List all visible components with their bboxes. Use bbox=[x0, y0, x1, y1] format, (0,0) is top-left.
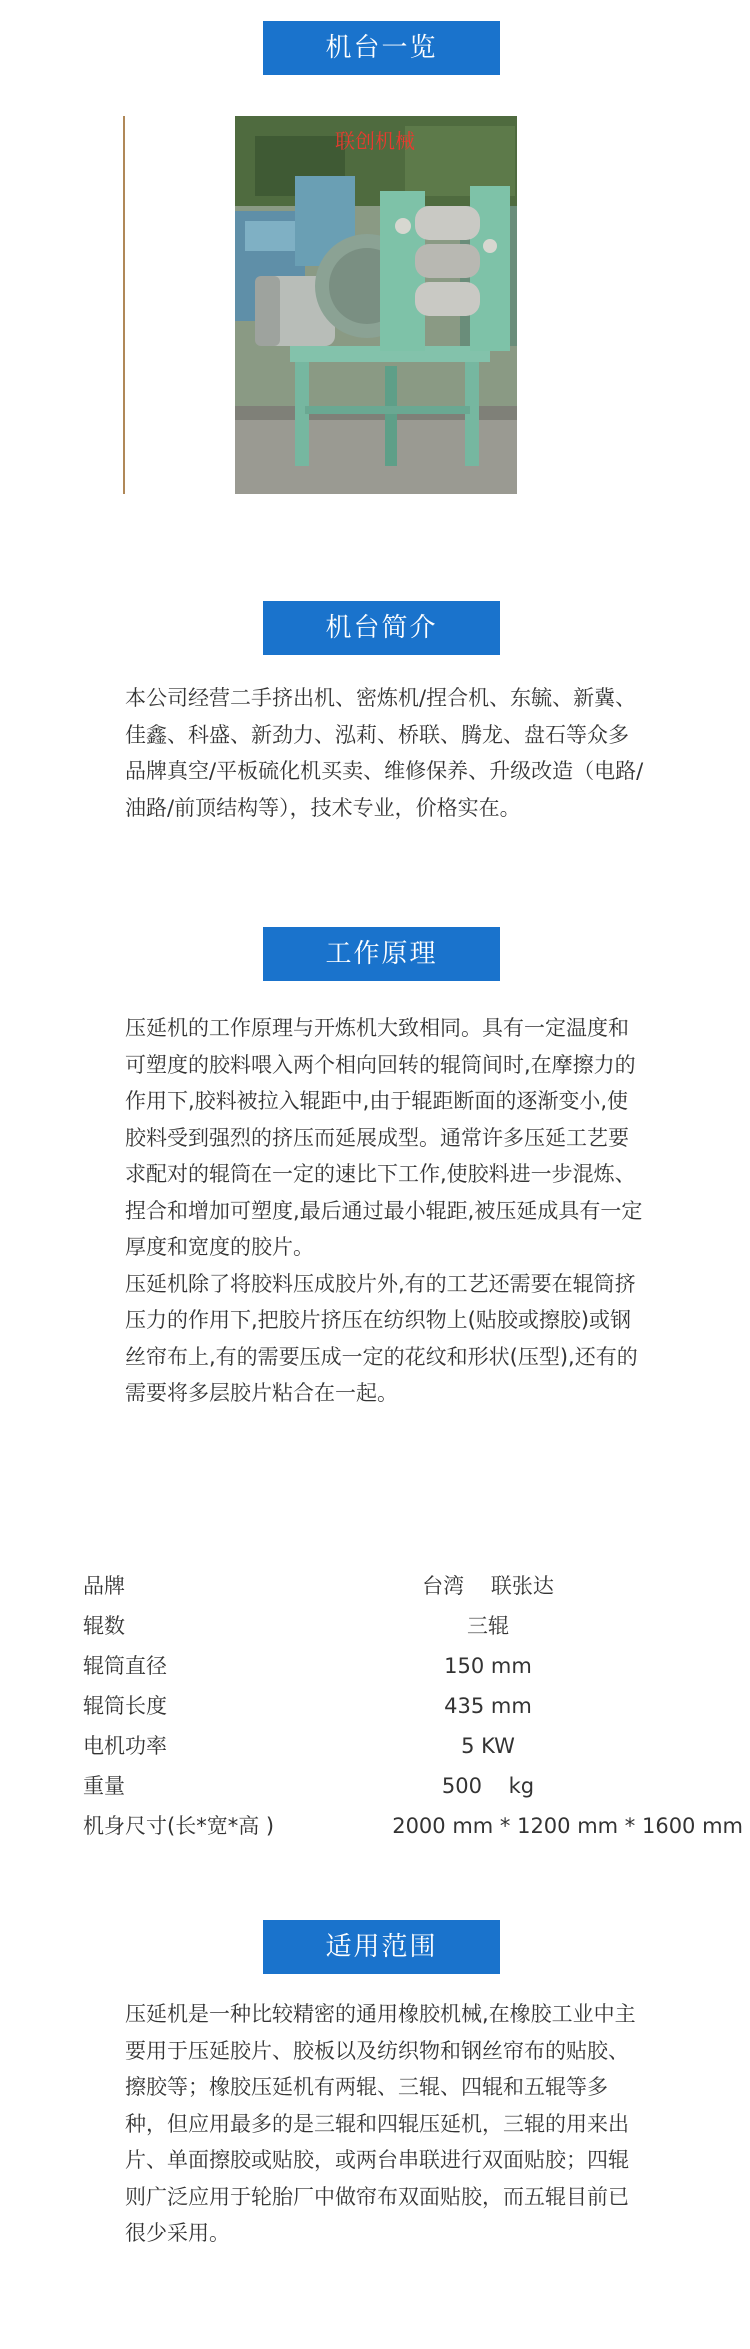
section-title-overview: 机台一览 bbox=[263, 21, 500, 75]
spec-label: 辊数 bbox=[83, 1614, 125, 1638]
spec-label: 辊筒长度 bbox=[83, 1694, 167, 1718]
principle-paragraph-2: 压延机除了将胶料压成胶片外,有的工艺还需要在辊筒挤压力的作用下,把胶片挤压在纺织物上(贴胶或擦胶)或钢丝帘布上,有的需要压成一定的花纹和形状(压型),还有的需要将多层胶片粘合在一起。 bbox=[125, 1271, 638, 1405]
spec-label: 辊筒直径 bbox=[83, 1654, 167, 1678]
scope-paragraph: 压延机是一种比较精密的通用橡胶机械,在橡胶工业中主要用于压延胶片、胶板以及纺织物和钢丝帘布的贴胶、擦胶等；橡胶压延机有两辊、三辊、四辊和五辊等多种，但应用最多的是三辊和四辊压延机，三辊的用来出片、单面擦胶或贴胶，或两台串联进行双面贴胶；四辊则广泛应用于轮胎厂中做帘布双面贴胶，而五辊目前已很少采用。 bbox=[125, 2002, 636, 2245]
spec-label: 电机功率 bbox=[83, 1734, 167, 1758]
principle-text bbox=[125, 1010, 645, 1412]
spec-row bbox=[83, 1766, 743, 1806]
spec-row bbox=[83, 1726, 743, 1766]
intro-text bbox=[125, 680, 645, 826]
photo-watermark: 联创机械 bbox=[335, 129, 415, 153]
spec-row bbox=[83, 1646, 743, 1686]
scope-text bbox=[125, 1996, 645, 2252]
decorative-line bbox=[123, 116, 125, 494]
spec-value: 5 KW bbox=[461, 1734, 515, 1758]
spec-row bbox=[83, 1566, 743, 1606]
spec-value: 435 mm bbox=[444, 1694, 532, 1718]
spec-row bbox=[83, 1806, 743, 1846]
spec-row bbox=[83, 1686, 743, 1726]
principle-paragraph-1: 压延机的工作原理与开炼机大致相同。具有一定温度和可塑度的胶料喂入两个相向回转的辊筒间时,在摩擦力的作用下,胶料被拉入辊距中,由于辊距断面的逐渐变小,使胶料受到强烈的挤压而延展成型。通常许多压延工艺要求配对的辊筒在一定的速比下工作,使胶料进一步混炼、捏合和增加可塑度,最后通过最小辊距,被压延成具有一定厚度和宽度的胶片。 bbox=[125, 1016, 643, 1259]
machine-photo bbox=[235, 116, 517, 494]
spec-label: 机身尺寸(长*宽*高 ) bbox=[83, 1814, 275, 1838]
section-title-scope: 适用范围 bbox=[263, 1920, 500, 1974]
intro-paragraph: 本公司经营二手挤出机、密炼机/捏合机、东毓、新冀、佳鑫、科盛、新劲力、泓莉、桥联、腾龙、盘石等众多品牌真空/平板硫化机买卖、维修保养、升级改造（电路/油路/前顶结构等），技术专业，价格实在。 bbox=[125, 686, 644, 820]
spec-table bbox=[83, 1566, 743, 1846]
spec-value: 2000 mm * 1200 mm * 1600 mm bbox=[392, 1814, 743, 1838]
spec-value: 500 kg bbox=[441, 1774, 535, 1798]
section-title-principle: 工作原理 bbox=[263, 927, 500, 981]
spec-value: 150 mm bbox=[444, 1654, 532, 1678]
spec-value: 台湾 联张达 bbox=[422, 1574, 554, 1598]
spec-row bbox=[83, 1606, 743, 1646]
spec-value: 三辊 bbox=[467, 1614, 509, 1638]
section-title-intro: 机台简介 bbox=[263, 601, 500, 655]
spec-label: 重量 bbox=[83, 1774, 125, 1798]
spec-label: 品牌 bbox=[83, 1574, 125, 1598]
